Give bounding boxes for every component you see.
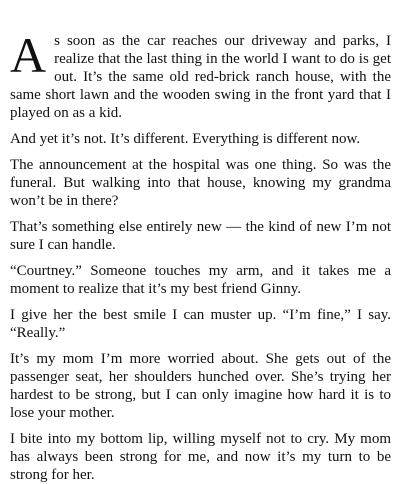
paragraph-5: “Courtney.” Someone touches my arm, and it takes me a moment to realize that it’s my best friend Ginny.: [10, 263, 391, 297]
paragraph-4: That’s something else entirely new — the kind of new I’m not sure I can handle.: [10, 219, 391, 253]
paragraph-3: The announcement at the hospital was one thing. So was the funeral. But walking into that house, knowing my grandma won’t be in there?: [10, 157, 391, 209]
paragraph-2: And yet it’s not. It’s different. Everything is different now.: [10, 131, 361, 147]
paragraph-7: It’s my mom I’m more worried about. She gets out of the passenger seat, her shoulders hunched over. She’s trying her hardest to be strong, but I can only imagine how hard it is to lose your mother.: [10, 351, 391, 421]
drop-cap-letter: A: [10, 27, 47, 83]
paragraph-1: [10, 27, 391, 122]
paragraph-6: I give her the best smile I can muster up. “I’m fine,” I say. “Really.”: [10, 307, 391, 341]
paragraph-1-text: s soon as the car reaches our driveway and parks, I realize that the last thing in the world I want to do is get out. It’s the same old red-brick ranch house, with the same short lawn and the wooden swing in the front yard that I played on as a kid.: [10, 33, 391, 121]
paragraph-8: I bite into my bottom lip, willing myself not to cry. My mom has always been strong for me, and now it’s my turn to be strong for her.: [10, 431, 391, 483]
